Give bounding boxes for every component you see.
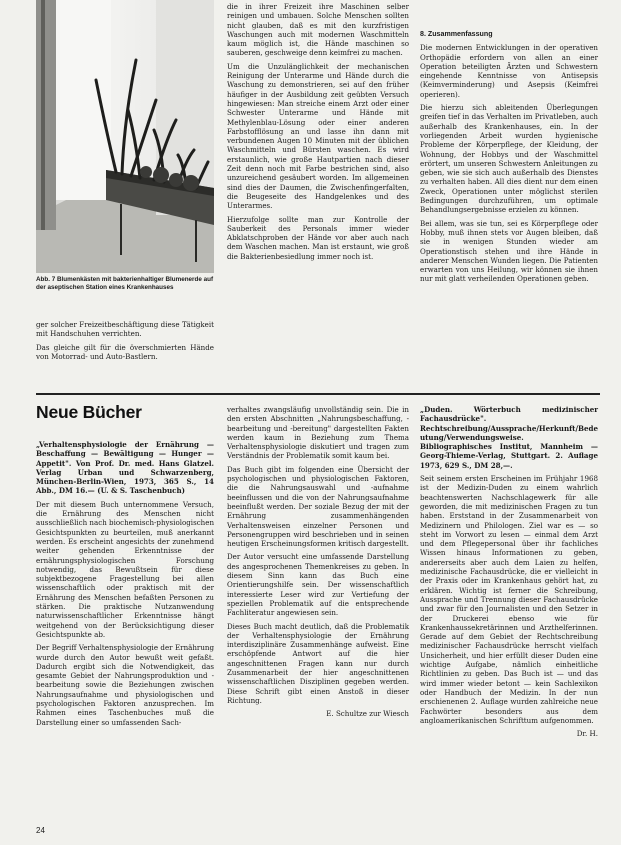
top-left-column bbox=[36, 320, 214, 365]
top-right-column bbox=[420, 30, 598, 288]
paragraph: Dieses Buch macht deutlich, daß die Problematik der Verhaltensphysiologie der Ernährung interdisziplinäre Zusammenhänge aufweist. Eine erschöpfende Antwort auf die hier angeschnittenen Fragen kann nur durch Zusammenarbeit der hier angeschnittenen wissenschaftlichen Disziplinen gegeben werden. Diese Schrift gibt einen Anstoß in dieser Richtung. bbox=[227, 621, 409, 705]
section-divider bbox=[36, 393, 600, 395]
book-title: „Duden. Wörterbuch medizinischer Fachausdrücke". Rechtschreibung/Aussprache/Herkunft/Bedeutung/Verwendungsweise. Bibliographisches Institut, Mannheim — Georg-Thieme-Verlag, Stuttgart. 2. Auflage 1973, 629 S., DM 28,—. bbox=[420, 405, 599, 470]
left-book-review bbox=[36, 440, 214, 731]
paragraph: Seit seinem ersten Erscheinen im Frühjahr 1968 ist der Medizin-Duden zu einem wahrlich beachtenswerten Nachschlagewerk für alle geworden, die mit medizinischen Fragen zu tun haben. Erststand in der Zusammenarbeit von Medizinern und Philologen. Ziel war es — so steht im Vorwort zu lesen — einmal dem Arzt und dem Pflegepersonal über ihr fachliches Wissen hinaus Informationen zu geben, andererseits aber auch dem Laien zu helfen, medizinische Fachausdrücke, die er vielleicht in der Praxis oder im Krankenhaus gehört hat, zu erklären. Wichtig ist ferner die Schreibung, Aussprache und Trennung dieser Fachausdrücke und zwar für den Journalisten und den Setzer in der Druckerei ebenso wie für Krankenhaussekretärinnen und Arzthelferinnen. Gerade auf dem Gebiet der Rechtschreibung medizinischer Fachausdrücke herrscht vielfach Unsicherheit, und hier erfüllt dieser Duden eine wichtige Aufgabe, nämlich einheitliche Richtlinien zu geben. Das Buch ist — und das wird immer wieder betont — kein Sachlexikon oder Handbuch der Medizin. In der nun erschienenen 2. Auflage wurden zahlreiche neue Fachwörter besonders aus dem angloamerikanischen Schrifttum aufgenommen. bbox=[420, 474, 598, 725]
page-number: 24 bbox=[36, 826, 45, 835]
section-heading: Neue Bücher bbox=[36, 402, 142, 422]
paragraph: Der Begriff Verhaltensphysiologie der Ernährung wurde durch den Autor bewußt weit gefaßt. Dadurch ergibt sich die Notwendigkeit, das gesamte Gebiet der Nahrungsproduktion und -bearbeitung sowie die Beziehungen zwischen Nahrungsaufnahme und physiologischen und psychologischen Faktoren anzusprechen. Im Rahmen eines Taschenbuches muß die Darstellung einer so umfassenden Sach- bbox=[36, 643, 214, 727]
paragraph: Bei allem, was sie tun, sei es Körperpflege oder Hobby, muß ihnen stets vor Augen bleiben, daß sie in wenigen Stunden wieder am Operationstisch stehen und ihre Hände in anderer Menschen Wunden liegen. Die Patienten erwarten von uns Heilung, wir können sie ihnen nur mit glatt verheilenden Operationen geben. bbox=[420, 218, 598, 284]
middle-book-review bbox=[227, 405, 409, 723]
book-title: „Verhaltensphysiologie der Ernährung — Beschaffung — Bewältigung — Hunger — Appetit". Von Prof. Dr. med. Hans Glatzel. Verlag Urban und Schwarzenberg, München-Berlin-Wien, 1973, 365 S., 14 Abb., DM 16.— (U. & S. Taschenbuch) bbox=[36, 440, 214, 496]
hospital-ward-photo bbox=[36, 0, 214, 273]
paragraph: Das gleiche gilt für die överschmierten Hände von Motorrad- und Auto-Bastlern. bbox=[36, 342, 214, 361]
paragraph: die in ihrer Freizeit ihre Maschinen selber reinigen und umbauen. Solche Menschen sollten nicht glauben, daß es mit den kurzfristigen Waschungen auch mit modernen Waschmitteln kaum möglich ist, die Hände maschinen so sauberen, geschweige denn keimfrei zu machen. bbox=[227, 2, 409, 58]
paragraph: Um die Unzulänglichkeit der mechanischen Reinigung der Unterarme und Hände durch die Waschung zu demonstrieren, sei auf den früher häufiger in der Ausbildung zeit geübten Versuch hingewiesen: Man streiche einem Arzt oder einer Schwester Unterarme und Hände mit Methylenblau-Lösung oder einer anderen Farbstofflösung an und lasse ihn dann mit verbundenen Augen 10 Minuten mit der üblichen Waschmitteln und Bürsten waschen. Es wird erstaunlich, wie große Hautpartien nach dieser Zeit denn noch mit Farbe bestrichen sind, also unzureichend gesäubert worden. Im allgemeinen sind dies der Daumen, die Zwischenfingerfalten, die Beugeseite des Handgelenkes und des Unterarmes. bbox=[227, 61, 409, 211]
review-signature: Dr. H. bbox=[576, 729, 598, 739]
right-book-review bbox=[420, 405, 598, 742]
photo-caption: Abb. 7 Blumenkästen mit bakterienhaltiger Blumenerde auf der aseptischen Station eines Krankenhauses bbox=[36, 276, 214, 291]
paragraph: Der mit diesem Buch unternommene Versuch, die Ernährung des Menschen nicht ausschließlich nach biochemisch-physiologischen Gesichtspunkten zu beurteilen, muß anerkannt werden. Es erscheint angesichts der zunehmend weiter gehenden Erkenntnisse der ernährungsphysiologischen Forschung notwendig, das Bewußtsein für diese subjektbezogene Fragestellung bei allen wissenschaftlich oder praktisch mit der Ernährung des Menschen befaßten Personen zu stärken. Die praktische Nutzanwendung naturwissenschaftlicher Erkenntnisse hängt weitgehend von der Berücksichtigung dieser Gesichtspunkte ab. bbox=[36, 499, 215, 639]
paragraph: Die modernen Entwicklungen in der operativen Orthopädie erfordern von allen an einer Operation beteiligten Ärzten und Schwestern eingehende Kenntnisse von Antisepsis (Keimverminderung) und Asepsis (Keimfrei operieren). bbox=[420, 43, 598, 99]
summary-heading: 8. Zusammenfassung bbox=[420, 30, 493, 38]
paragraph: ger solcher Freizeitbeschäftigung diese Tätigkeit mit Handschuhen verrichten. bbox=[36, 320, 214, 339]
paragraph: Hierzufolge sollte man zur Kontrolle der Sauberkeit des Personals immer wieder Abklatschproben der Hände vor aber auch nach dem Waschen machen. Man ist erstaunt, wie groß die Bakterienbesiedlung immer noch ist. bbox=[227, 214, 409, 261]
flower-boxes-illustration bbox=[36, 0, 214, 273]
paragraph: Die hierzu sich ableitenden Überlegungen greifen tief in das Verhalten im Privatleben, auch außerhalb des Krankenhauses, ein. In der vorliegenden Arbeit wurden hygienische Probleme der Körperpflege, der Kleidung, der Wohnung, der Hobbys und der Waschmittel erörtert, um unseren Schwestern Anleitungen zu geben, wie sie sich auch außerhalb des Dienstes zu verhalten haben. All dies dient nur dem einen Zweck, Operationen unter möglichst sterilen Bedingungen durchzuführen, um optimale Behandlungsergebnisse erzielen zu können. bbox=[420, 103, 598, 215]
paragraph: Der Autor versucht eine umfassende Darstellung des angesprochenen Themenkreises zu geben. In diesem Sinn kann das Buch eine Orientierungshilfe sein. Der wissenschaftlich interessierte Leser wird zur Vertiefung der speziellen Problematik auf die entsprechende Fachliteratur angewiesen sein. bbox=[227, 552, 409, 618]
paragraph: verhaltes zwangsläufig unvollständig sein. Die in den ersten Abschnitten „Nahrungsbeschaffung, -bearbeitung und -bereitung" dargestellten Fakten werden kaum in Beziehung zum Thema Verhaltensphysiologie diskutiert und tragen zum Verständnis der Problematik somit kaum bei. bbox=[227, 405, 409, 461]
review-signature: E. Schultze zur Wiesch bbox=[326, 709, 409, 719]
paragraph: Das Buch gibt im folgenden eine Übersicht der psychologischen und physiologischen Faktoren, die die Nahrungsauswahl und -aufnahme beeinflussen und die von der Nahrungsaufnahme beeinflußt werden. Der soziale Bezug der mit der Ernährung zusammenhängenden Verhaltensweisen einzelner Personen und Personengruppen wird beschrieben und in seinen heutigen Erscheinungsformen kritisch dargestellt. bbox=[227, 464, 409, 549]
top-middle-column bbox=[227, 2, 409, 265]
